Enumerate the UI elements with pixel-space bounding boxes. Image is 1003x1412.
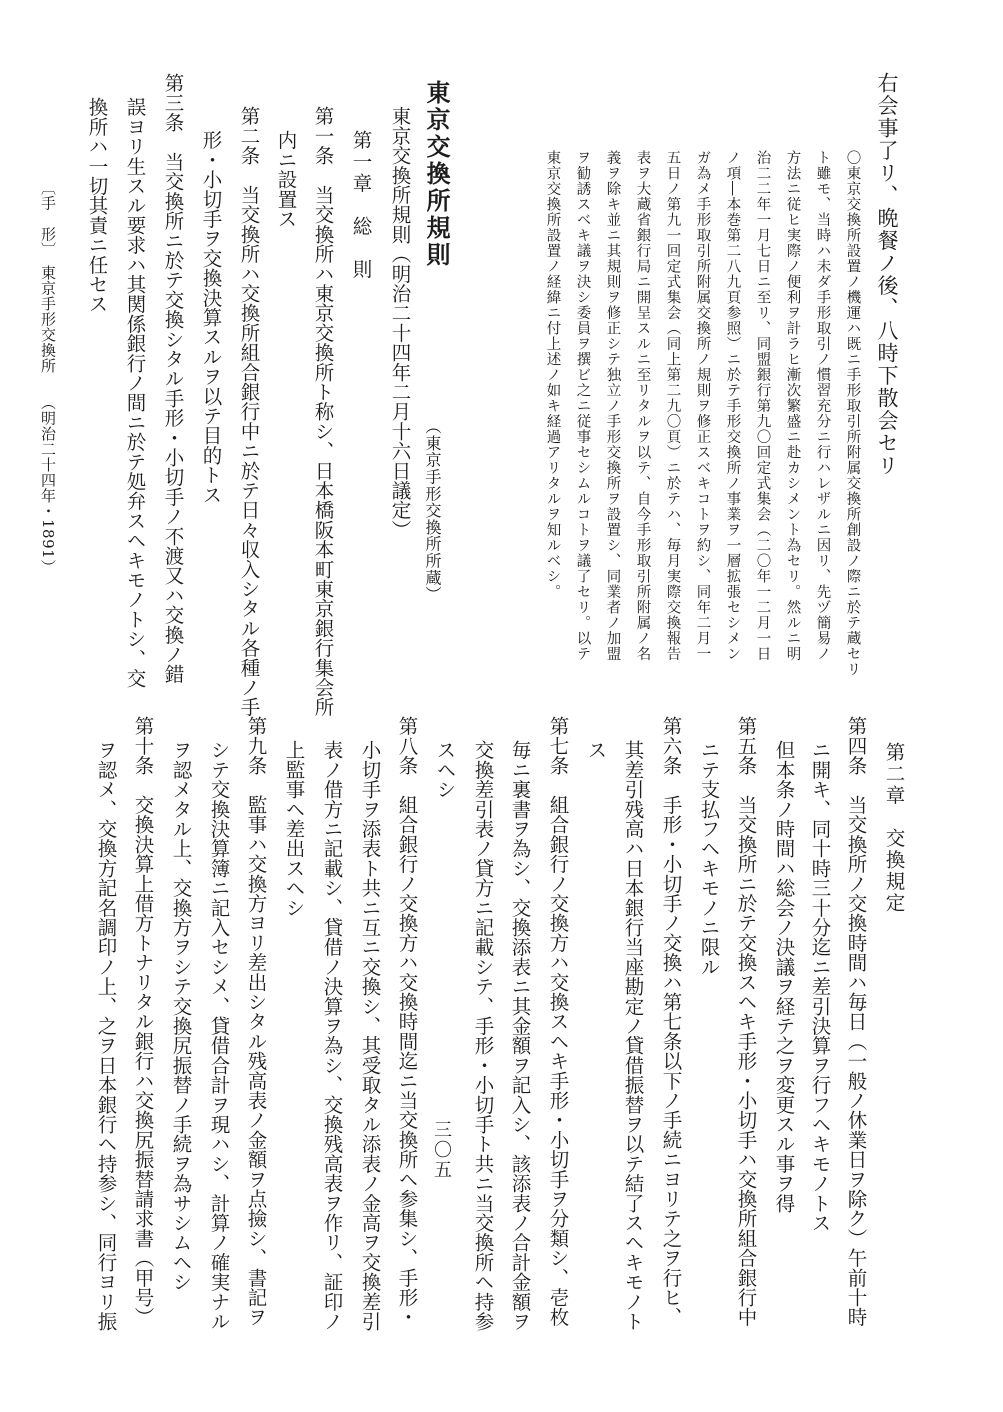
lower-line-2: ニ開キ、同十時三十分迄ニ差引決算ヲ行フヘキモノトス [808, 740, 832, 1233]
lower-line-17: 第九条 監事ハ交換方ヨリ差出シタル残高表ノ金額ヲ点撿シ、書記ヲ [244, 716, 268, 1327]
note-line-1: 〇東京交換所設置ノ機運ハ既ニ手形取引所附属交換所創設ノ際ニ於テ蔵セリ [844, 150, 861, 677]
lower-line-8: ス [584, 740, 608, 760]
lower-line-20: 第十条 交換決算上借方トナリタル銀行ハ交換尻振替請求書（甲号） [131, 716, 155, 1327]
rules-name: 東京交換所規則（明治二十四年二月十六日議定） [388, 106, 412, 540]
note-line-11: 東京交換所設置ノ経緯ニ付上述ノ如キ経過アリタルヲ知ルベシ。 [544, 150, 561, 600]
note-line-7: 五日ノ第九一回定式集会（同上第二九〇頁）ニ於テハ、毎月実際交換報告 [664, 150, 681, 662]
note-line-9: 義ヲ除キ並ニ其規則ヲ修正シテ独立ノ手形交換所ヲ設置シ、同業者ノ加盟 [604, 150, 621, 662]
lower-line-13: 第八条 組合銀行ノ交換方ハ交換時間迄ニ当交換所ヘ参集シ、手形・ [395, 716, 419, 1327]
footer-era: （明治二十四年・1891） [39, 395, 57, 575]
article-line-4: 形・小切手ヲ交換決算スルヲ以テ目的トス [199, 130, 223, 505]
note-line-2: ト雖モ、当時ハ未ダ手形取引ノ慣習充分ニ行ハレザルニ因リ、先ヅ簡易ノ [814, 150, 831, 662]
lower-line-11: 交換差引表ノ貸方ニ記載シテ、手形・小切手ト共ニ当交換所ヘ持参 [471, 740, 495, 1331]
lower-line-9: 第七条 組合銀行ノ交換方ハ交換スヘキ手形・小切手ヲ分類シ、壱枚 [546, 716, 570, 1327]
lower-line-7: 其差引残高ハ日本銀行当座勘定ノ貸借振替ヲ以テ結了スヘキモノト [621, 740, 645, 1331]
article-line-2: 内ニ設置ス [274, 130, 298, 229]
chapter-2-heading: 第二章 交換規定 [882, 742, 906, 914]
lower-line-6: 第六条 手形・小切手ノ交換ハ第七条以下ノ手続ニヨリテ之ヲ行ヒ、 [659, 716, 683, 1327]
source-note: （東京手形交換所所蔵） [423, 418, 442, 603]
note-line-3: 方法ニ従ヒ実際ノ便利ヲ計ラヒ漸次繁盛ニ赴カシメント為セリ。然ルニ明 [784, 150, 801, 662]
article-line-3: 第二条 当交換所ハ交換所組合銀行中ニ於テ日々収入シタル各種ノ手 [237, 106, 261, 717]
lower-line-5: ニテ支払フヘキモノニ限ル [697, 740, 721, 977]
lower-line-15: 表ノ借方ニ記載シ、貸借ノ決算ヲ為シ、交換残高表ヲ作リ、証印ノ [320, 740, 344, 1331]
note-line-6: ガ為メ手形取引所附属交換所ノ規則ヲ修正スベキコトヲ約シ、同年二月一 [694, 150, 711, 662]
lower-line-12: スヘシ [433, 740, 457, 800]
lower-line-21: ヲ認メ、交換方記名調印ノ上、之ヲ日本銀行ヘ持参シ、同行ヨリ振 [94, 740, 118, 1331]
lower-line-3: 但本条ノ時間ハ総会ノ決議ヲ経テ之ヲ変更スル事ヲ得 [772, 740, 796, 1213]
lower-line-4: 第五条 当交換所ニ於テ交換スヘキ手形・小切手ハ交換所組合銀行中 [734, 716, 758, 1327]
chapter-1-heading: 第一章 総 則 [349, 130, 373, 281]
page-title: 東京交換所規則 [422, 80, 451, 269]
note-line-5: ノ項―本巻第二八九頁参照）ニ於テ手形交換所ノ事業ヲ一層拡張セシメン [724, 150, 741, 662]
lower-line-14: 小切手ヲ添表ト共ニ互ニ交換シ、其受取タル添表ノ金高ヲ交換差引 [358, 740, 382, 1331]
article-line-1: 第一条 当交換所ハ東京交換所ト称シ、日本橋阪本町東京銀行集会所 [311, 106, 335, 717]
article-line-5: 第三条 当交換所ニ於テ交換シタル手形・小切手ノ不渡又ハ交換ノ錯 [161, 73, 185, 684]
lower-line-19: ヲ認メタル上、交換方ヲシテ交換尻振替ノ手続ヲ為サシムヘシ [169, 740, 193, 1292]
lower-line-18: シテ交換決算簿ニ記入セシメ、貸借合計ヲ現ハシ、計算ノ確実ナル [207, 740, 231, 1331]
note-line-8: 表ヲ大蔵省銀行局ニ開呈スルニ至リタルヲ以テ、自今手形取引所附属ノ名 [634, 150, 651, 662]
article-line-6: 誤ヨリ生スル要求ハ其関係銀行ノ間ニ於テ処弁スヘキモノトシ、交 [123, 97, 147, 688]
article-line-7: 換所ハ一切其責ニ任セス [85, 97, 109, 314]
lower-line-10: 毎ニ裏書ヲ為シ、交換添表ニ其金額ヲ記入シ、該添表ノ合計金額ヲ [508, 740, 532, 1331]
lower-line-1: 第四条 当交換所ノ交換時間ハ毎日（一般ノ休業日ヲ除ク）午前十時 [844, 716, 868, 1327]
footer-org: 東京手形交換所 [39, 265, 57, 374]
lower-line-16: 上監事ヘ差出スヘシ [282, 740, 306, 918]
note-line-4: 治二二年一月七日ニ至リ、同盟銀行第九〇回定式集会（二〇年一二月一日 [754, 150, 771, 662]
note-line-10: ヲ勧誘スベキ議ヲ決シ委員ヲ撰ビ之ニ従事セシムルコトヲ議了セリ。以テ [574, 150, 591, 662]
closing-line: 右会事了リ、晩餐ノ後、八時下散会セリ [875, 72, 899, 477]
footer-category: 〔手 形〕 [39, 180, 57, 258]
page-number: 三〇五 [431, 1120, 452, 1180]
